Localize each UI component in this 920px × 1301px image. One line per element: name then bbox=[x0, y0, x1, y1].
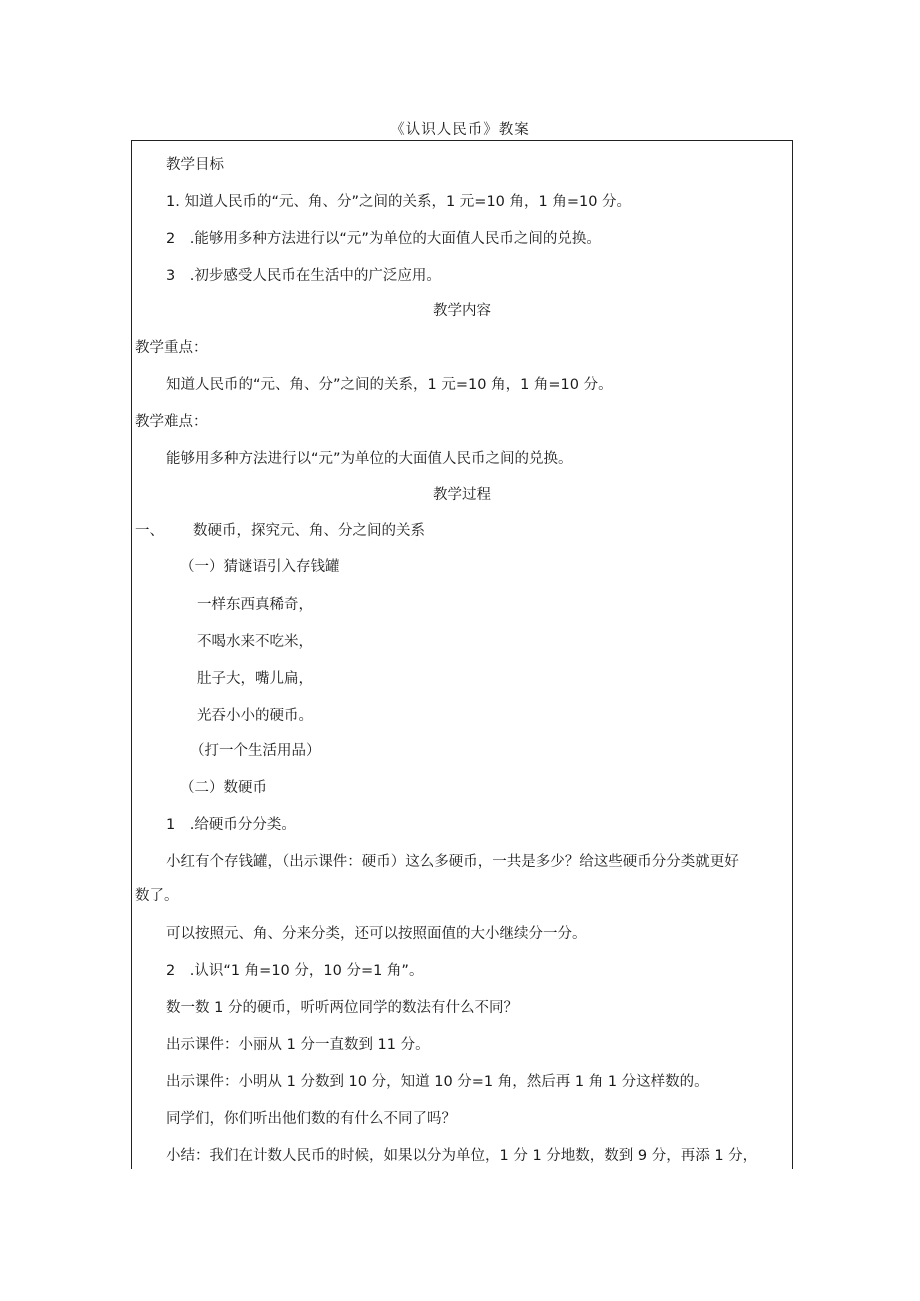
key-point-text: 知道人民币的“元、角、分”之间的关系，1 元=10 角，1 角=10 分。 bbox=[166, 377, 613, 393]
process-heading: 教学过程 bbox=[433, 487, 491, 503]
goal-item-3: 3 .初步感受人民币在生活中的广泛应用。 bbox=[166, 268, 441, 284]
key-point-label: 教学重点： bbox=[135, 340, 208, 356]
riddle-line-3: 肚子大，嘴儿扁， bbox=[197, 671, 313, 687]
riddle-line-2: 不喝水来不吃米， bbox=[197, 634, 313, 650]
paragraph-1-line-2: 数了。 bbox=[135, 888, 179, 904]
goal-item-2: 2 .能够用多种方法进行以“元”为单位的大面值人民币之间的兑换。 bbox=[166, 231, 601, 247]
difficult-point-text: 能够用多种方法进行以“元”为单位的大面值人民币之间的兑换。 bbox=[166, 451, 573, 467]
riddle-line-1: 一样东西真稀奇， bbox=[197, 597, 313, 613]
difficult-point-label: 教学难点： bbox=[135, 414, 208, 430]
paragraph-2: 可以按照元、角、分来分类，还可以按照面值的大小继续分一分。 bbox=[166, 926, 587, 942]
paragraph-3: 数一数 1 分的硬币，听听两位同学的数法有什么不同？ bbox=[166, 1000, 518, 1016]
paragraph-4: 出示课件：小丽从 1 分一直数到 11 分。 bbox=[166, 1037, 430, 1053]
goals-heading: 教学目标 bbox=[166, 157, 224, 173]
paragraph-1-line-1: 小红有个存钱罐，（出示课件：硬币）这么多硬币，一共是多少？给这些硬币分分类就更好 bbox=[166, 854, 739, 870]
section-1-number: 一、 bbox=[135, 523, 164, 539]
paragraph-7: 小结：我们在计数人民币的时候，如果以分为单位，1 分 1 分地数，数到 9 分，再添 1 分， bbox=[166, 1148, 758, 1164]
subsection-2: （二）数硬币 bbox=[180, 780, 267, 796]
step-1: 1 .给硬币分分类。 bbox=[166, 817, 296, 833]
content-heading: 教学内容 bbox=[433, 303, 491, 319]
riddle-hint: （打一个生活用品） bbox=[190, 743, 321, 759]
paragraph-6: 同学们，你们听出他们数的有什么不同了吗？ bbox=[166, 1111, 456, 1127]
subsection-1: （一）猜谜语引入存钱罐 bbox=[180, 559, 340, 575]
paragraph-5: 出示课件：小明从 1 分数到 10 分，知道 10 分=1 角，然后再 1 角 1 分这样数的。 bbox=[166, 1074, 709, 1090]
riddle-line-4: 光吞小小的硬币。 bbox=[197, 708, 313, 724]
document-title: 《认识人民币》教案 bbox=[390, 122, 530, 138]
section-1-title: 数硬币，探究元、角、分之间的关系 bbox=[193, 523, 425, 539]
step-2: 2 .认识“1 角=10 分，10 分=1 角”。 bbox=[166, 963, 424, 979]
goal-item-1: 1. 知道人民币的“元、角、分”之间的关系，1 元=10 角，1 角=10 分。 bbox=[166, 194, 632, 210]
